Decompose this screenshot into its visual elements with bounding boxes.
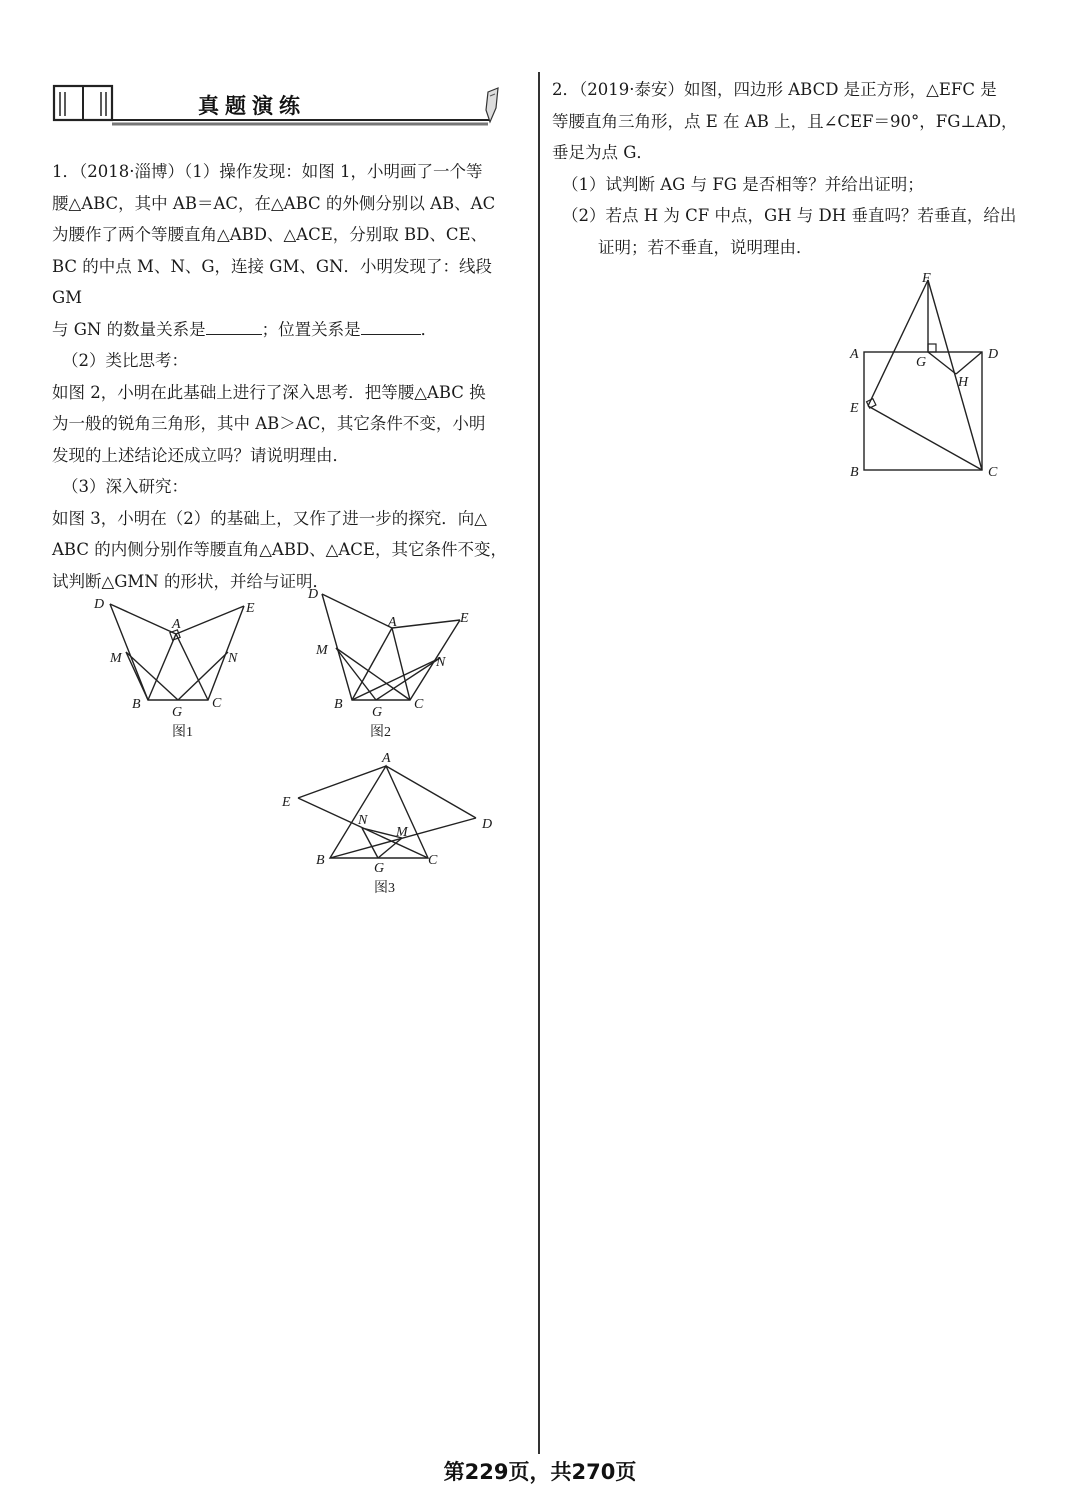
fig1-caption: 图1: [172, 725, 193, 740]
figure-1: [88, 590, 268, 750]
fig2-label-b: B: [334, 697, 343, 712]
problem-2-line: 等腰直角三角形，点 E 在 AB 上，且∠CEF＝90°，FG⊥AD，: [552, 111, 1018, 131]
question-2-cont: 证明；若不垂直，说明理由．: [598, 237, 813, 257]
problem-2-line: 2．（2019·泰安）如图，四边形 ABCD 是正方形，△EFC 是: [552, 80, 997, 99]
problem-1-line: 腰△ABC，其中 AB＝AC，在△ABC 的外侧分别以 AB、AC: [52, 193, 496, 213]
problem-1-line: BC 的中点 M、N、G，连接 GM、GN．小明发现了：线段 GM: [52, 256, 492, 307]
part-2-line: 发现的上述结论还成立吗？请说明理由．: [52, 445, 349, 465]
fig3-label-g: G: [374, 861, 385, 876]
fig2-label-n: N: [436, 655, 446, 670]
fig1-label-d: D: [94, 597, 105, 612]
page-number: 第229页，共270页: [443, 1460, 637, 1484]
fig3-label-n: N: [358, 813, 368, 828]
fig2-label-m: M: [316, 643, 328, 658]
blank-end-text: ．: [420, 319, 438, 339]
question-1: （1）试判断 AG 与 FG 是否相等？并给出证明；: [562, 174, 924, 194]
fig2-caption: 图2: [370, 725, 391, 740]
fig3-label-d: D: [482, 817, 493, 832]
section-header: [52, 82, 502, 128]
figure-3: [278, 748, 508, 908]
figure-square: [846, 268, 1036, 488]
fig1-label-a: A: [172, 617, 181, 632]
fig-label-f: F: [922, 271, 931, 286]
part-3-line: 如图 3，小明在（2）的基础上，又作了进一步的探究．向△: [52, 508, 487, 528]
fig2-label-a: A: [388, 615, 397, 630]
figure-2: [300, 582, 490, 752]
fig1-label-e: E: [246, 601, 255, 616]
fig-label-d: D: [988, 347, 999, 362]
fig3-label-c: C: [428, 853, 438, 868]
fig3-label-a: A: [382, 751, 391, 766]
fig-label-a: A: [850, 347, 859, 362]
part-3-line: 试判断△GMN 的形状，并给与证明．: [52, 571, 329, 591]
fig3-caption: 图3: [374, 881, 395, 896]
fig-label-g: G: [916, 355, 927, 370]
part-2-line: 如图 2，小明在此基础上进行了深入思考．把等腰△ABC 换: [52, 382, 486, 402]
problem-2-line: 垂足为点 G．: [552, 143, 653, 162]
position-relation-blank: [361, 316, 421, 335]
fig-label-h: H: [958, 375, 969, 390]
fig1-label-n: N: [228, 651, 238, 666]
fig-label-e: E: [850, 401, 859, 416]
problem-1-line: 为腰作了两个等腰直角△ABD、△ACE，分别取 BD、CE、: [52, 225, 488, 244]
fig2-label-g: G: [372, 705, 383, 720]
part-2-title: （2）类比思考：: [62, 351, 188, 370]
part-2-line: 为一般的锐角三角形，其中 AB＞AC，其它条件不变，小明: [52, 414, 486, 433]
fig-label-b: B: [850, 465, 859, 480]
fig3-label-e: E: [282, 795, 291, 810]
blank-mid-text: ；位置关系是: [261, 319, 361, 339]
fig3-label-b: B: [316, 853, 325, 868]
question-2: （2）若点 H 为 CF 中点，GH 与 DH 垂直吗？若垂直，给出: [562, 206, 1017, 225]
fig1-label-b: B: [132, 697, 141, 712]
problem-1: [52, 156, 518, 597]
problem-1-line: 1．（2018·淄博）（1）操作发现：如图 1，小明画了一个等: [52, 162, 483, 181]
fig1-label-m: M: [110, 651, 122, 666]
fig2-label-c: C: [414, 697, 424, 712]
part-3-line: ABC 的内侧分别作等腰直角△ABD、△ACE，其它条件不变，: [52, 540, 507, 559]
problem-1-line-blanks: [52, 314, 518, 346]
column-divider: [538, 72, 540, 1454]
quantity-relation-blank: [206, 316, 262, 335]
section-title: 真题演练: [198, 94, 306, 118]
fig2-label-e: E: [460, 611, 469, 626]
fig-label-c: C: [988, 465, 998, 480]
fig3-label-m: M: [396, 825, 408, 840]
fig1-label-c: C: [212, 696, 222, 711]
part-3-title: （3）深入研究：: [62, 477, 188, 496]
blank-intro-text: 与 GN 的数量关系是: [52, 319, 206, 339]
fig2-label-d: D: [308, 587, 319, 602]
problem-2: [552, 74, 1022, 263]
fig1-label-g: G: [172, 705, 183, 720]
